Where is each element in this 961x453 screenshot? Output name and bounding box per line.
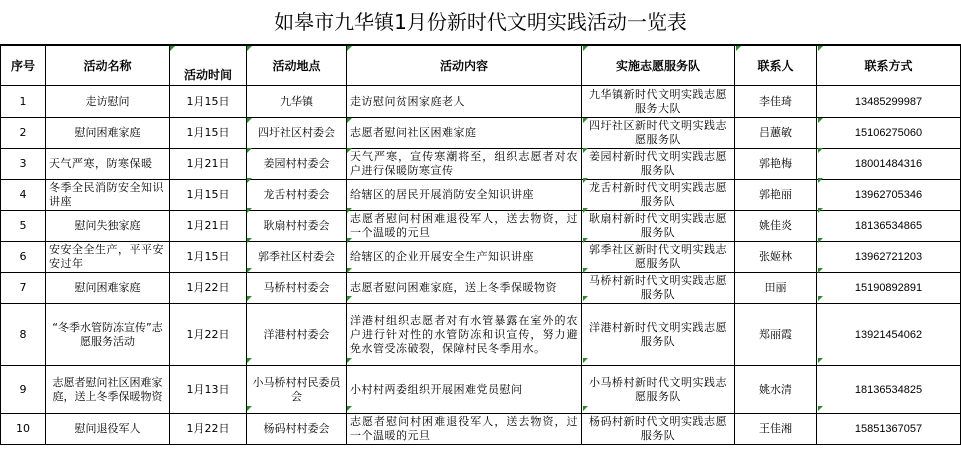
cell-no[interactable]: 6 bbox=[1, 242, 46, 273]
table-row bbox=[1, 118, 961, 149]
cell-content[interactable]: 志愿者慰问村困难退役军人，送去物资，过一个温暖的元旦 bbox=[347, 211, 582, 242]
cell-team[interactable]: 小马桥村新时代文明实践志愿服务队 bbox=[582, 366, 735, 414]
cell-marker-icon bbox=[347, 46, 352, 51]
cell-date[interactable]: 1月22日 bbox=[170, 414, 247, 445]
cell-contact[interactable]: 李佳琦 bbox=[735, 86, 817, 118]
cell-marker-icon bbox=[347, 296, 352, 301]
cell-contact[interactable]: 王佳湘 bbox=[735, 414, 817, 445]
cell-place[interactable]: 耿扇村村委会 bbox=[247, 211, 347, 242]
cell-name[interactable]: 安安全全生产，平平安安过年 bbox=[46, 242, 170, 273]
cell-phone[interactable]: 18136534865 bbox=[817, 211, 961, 242]
table-row bbox=[1, 86, 961, 118]
cell-marker-icon bbox=[818, 358, 823, 363]
cell-phone[interactable]: 13962705346 bbox=[817, 180, 961, 211]
cell-no[interactable]: 10 bbox=[1, 414, 46, 445]
cell-content[interactable]: 天气严寒，宣传寒潮将至，组织志愿者对农户进行保暖防寒宣传 bbox=[347, 149, 582, 180]
cell-marker-icon bbox=[818, 208, 823, 213]
cell-name[interactable]: 慰问困难家庭 bbox=[46, 118, 170, 149]
header-contact[interactable]: 联系人 bbox=[735, 46, 817, 86]
cell-place[interactable]: 九华镇 bbox=[247, 86, 347, 118]
cell-content[interactable]: 给辖区的企业开展安全生产知识讲座 bbox=[347, 242, 582, 273]
cell-marker-icon bbox=[347, 148, 352, 153]
cell-marker-icon bbox=[347, 238, 352, 243]
cell-phone[interactable]: 13962721203 bbox=[817, 242, 961, 273]
cell-marker-icon bbox=[247, 208, 252, 213]
cell-date[interactable]: 1月21日 bbox=[170, 149, 247, 180]
cell-marker-icon bbox=[247, 268, 252, 273]
header-place[interactable]: 活动地点 bbox=[247, 46, 347, 86]
cell-marker-icon bbox=[247, 296, 252, 301]
cell-no[interactable]: 7 bbox=[1, 273, 46, 304]
cell-name[interactable]: 慰问失独家庭 bbox=[46, 211, 170, 242]
cell-marker-icon bbox=[818, 296, 823, 301]
cell-date[interactable]: 1月15日 bbox=[170, 180, 247, 211]
cell-no[interactable]: 4 bbox=[1, 180, 46, 211]
cell-no[interactable]: 5 bbox=[1, 211, 46, 242]
cell-no[interactable]: 1 bbox=[1, 86, 46, 118]
cell-team[interactable]: 四圩社区新时代文明实践志愿服务队 bbox=[582, 118, 735, 149]
cell-content[interactable]: 志愿者慰问困难家庭，送上冬季保暖物资 bbox=[347, 273, 582, 304]
cell-marker-icon bbox=[247, 118, 252, 123]
table-row bbox=[1, 366, 961, 414]
cell-marker-icon bbox=[818, 268, 823, 273]
cell-content[interactable]: 志愿者慰问社区困难家庭 bbox=[347, 118, 582, 149]
cell-marker-icon bbox=[347, 118, 352, 123]
cell-marker-icon bbox=[583, 268, 588, 273]
cell-name[interactable]: 志愿者慰问社区困难家庭，送上冬季保暖物资 bbox=[46, 366, 170, 414]
cell-marker-icon bbox=[583, 208, 588, 213]
header-row bbox=[1, 46, 961, 86]
cell-place[interactable]: 马桥村村委会 bbox=[247, 273, 347, 304]
cell-content[interactable]: 小村村两委组织开展困难党员慰问 bbox=[347, 366, 582, 414]
cell-marker-icon bbox=[583, 118, 588, 123]
cell-team[interactable]: 洋港村新时代文明实践志愿服务队 bbox=[582, 304, 735, 366]
cell-place[interactable]: 洋港村村委会 bbox=[247, 304, 347, 366]
cell-contact[interactable]: 吕蕙敏 bbox=[735, 118, 817, 149]
cell-content[interactable]: 洋港村组织志愿者对有水管暴露在室外的农户进行针对性的水管防冻和识宣传，努力避免水管受冻破裂，保障村民冬季用水。 bbox=[347, 304, 582, 366]
table-row bbox=[1, 414, 961, 445]
cell-contact[interactable]: 姚水清 bbox=[735, 366, 817, 414]
cell-date[interactable]: 1月15日 bbox=[170, 86, 247, 118]
cell-contact[interactable]: 郭艳丽 bbox=[735, 180, 817, 211]
cell-marker-icon bbox=[247, 46, 252, 51]
cell-phone[interactable]: 15851367057 bbox=[817, 414, 961, 445]
header-phone[interactable]: 联系方式 bbox=[817, 46, 961, 86]
cell-marker-icon bbox=[247, 178, 252, 183]
cell-marker-icon bbox=[247, 358, 252, 363]
table-row bbox=[1, 149, 961, 180]
cell-team[interactable]: 九华镇新时代文明实践志愿服务大队 bbox=[582, 86, 735, 118]
cell-place[interactable]: 龙舌村村委会 bbox=[247, 180, 347, 211]
cell-team[interactable]: 杨码村新时代文明实践志愿服务队 bbox=[582, 414, 735, 445]
cell-marker-icon bbox=[818, 178, 823, 183]
table-row bbox=[1, 242, 961, 273]
cell-place[interactable]: 小马桥村村民委员会 bbox=[247, 366, 347, 414]
cell-phone[interactable]: 18001484316 bbox=[817, 149, 961, 180]
cell-name[interactable]: 走访慰问 bbox=[46, 86, 170, 118]
table-row bbox=[1, 211, 961, 242]
cell-team[interactable]: 郭季社区新时代文明实践志愿服务队 bbox=[582, 242, 735, 273]
cell-marker-icon bbox=[347, 406, 352, 411]
cell-team[interactable]: 姜园村新时代文明实践志愿服务队 bbox=[582, 149, 735, 180]
cell-marker-icon bbox=[818, 406, 823, 411]
cell-place[interactable]: 姜园村村委会 bbox=[247, 149, 347, 180]
cell-marker-icon bbox=[247, 406, 252, 411]
page-title: 如皋市九华镇1月份新时代文明实践活动一览表 bbox=[0, 0, 961, 45]
cell-contact[interactable]: 郭艳梅 bbox=[735, 149, 817, 180]
cell-content[interactable]: 走访慰问贫困家庭老人 bbox=[347, 86, 582, 118]
header-no[interactable]: 序号 bbox=[1, 46, 46, 86]
cell-marker-icon bbox=[583, 178, 588, 183]
cell-marker-icon bbox=[347, 358, 352, 363]
header-content[interactable]: 活动内容 bbox=[347, 46, 582, 86]
cell-team[interactable]: 龙舌村新时代文明实践志愿服务队 bbox=[582, 180, 735, 211]
header-date[interactable]: 活动时间 bbox=[170, 46, 247, 86]
cell-marker-icon bbox=[247, 148, 252, 153]
table-row bbox=[1, 180, 961, 211]
cell-marker-icon bbox=[583, 148, 588, 153]
table-row bbox=[1, 273, 961, 304]
cell-date[interactable]: 1月21日 bbox=[170, 211, 247, 242]
cell-name[interactable]: “冬季水管防冻宣传”志愿服务活动 bbox=[46, 304, 170, 366]
cell-marker-icon bbox=[583, 46, 588, 51]
cell-marker-icon bbox=[347, 268, 352, 273]
cell-marker-icon bbox=[736, 46, 741, 51]
cell-date[interactable]: 1月22日 bbox=[170, 273, 247, 304]
cell-marker-icon bbox=[170, 46, 175, 51]
cell-no[interactable]: 8 bbox=[1, 304, 46, 366]
cell-no[interactable]: 3 bbox=[1, 149, 46, 180]
cell-marker-icon bbox=[583, 238, 588, 243]
cell-phone[interactable]: 13485299987 bbox=[817, 86, 961, 118]
cell-marker-icon bbox=[583, 358, 588, 363]
cell-phone[interactable]: 15190892891 bbox=[817, 273, 961, 304]
cell-marker-icon bbox=[347, 208, 352, 213]
cell-contact[interactable]: 郑丽霞 bbox=[735, 304, 817, 366]
cell-marker-icon bbox=[818, 46, 823, 51]
cell-content[interactable]: 志愿者慰问村困难退役军人，送去物资，过一个温暖的元旦 bbox=[347, 414, 582, 445]
cell-marker-icon bbox=[818, 118, 823, 123]
cell-name[interactable]: 慰问退役军人 bbox=[46, 414, 170, 445]
cell-name[interactable]: 冬季全民消防安全知识讲座 bbox=[46, 180, 170, 211]
cell-marker-icon bbox=[818, 238, 823, 243]
table-row bbox=[1, 304, 961, 366]
cell-marker-icon bbox=[583, 296, 588, 301]
activity-table bbox=[0, 45, 961, 445]
cell-marker-icon bbox=[818, 148, 823, 153]
cell-contact[interactable]: 姚佳炎 bbox=[735, 211, 817, 242]
cell-place[interactable]: 郭季社区村委会 bbox=[247, 242, 347, 273]
cell-name[interactable]: 天气严寒，防寒保暖 bbox=[46, 149, 170, 180]
cell-phone[interactable]: 13921454062 bbox=[817, 304, 961, 366]
cell-contact[interactable]: 田丽 bbox=[735, 273, 817, 304]
cell-no[interactable]: 2 bbox=[1, 118, 46, 149]
cell-date[interactable]: 1月15日 bbox=[170, 242, 247, 273]
cell-name[interactable]: 慰问困难家庭 bbox=[46, 273, 170, 304]
cell-place[interactable]: 四圩社区村委会 bbox=[247, 118, 347, 149]
cell-marker-icon bbox=[247, 238, 252, 243]
cell-marker-icon bbox=[583, 406, 588, 411]
header-team[interactable]: 实施志愿服务队 bbox=[582, 46, 735, 86]
cell-contact[interactable]: 张姬林 bbox=[735, 242, 817, 273]
cell-date[interactable]: 1月22日 bbox=[170, 304, 247, 366]
cell-phone[interactable]: 18136534825 bbox=[817, 366, 961, 414]
cell-team[interactable]: 马桥村新时代文明实践志愿服务队 bbox=[582, 273, 735, 304]
cell-date[interactable]: 1月15日 bbox=[170, 118, 247, 149]
cell-team[interactable]: 耿扇村新时代文明实践志愿服务队 bbox=[582, 211, 735, 242]
cell-no[interactable]: 9 bbox=[1, 366, 46, 414]
cell-place[interactable]: 杨码村村委会 bbox=[247, 414, 347, 445]
cell-date[interactable]: 1月13日 bbox=[170, 366, 247, 414]
cell-phone[interactable]: 15106275060 bbox=[817, 118, 961, 149]
cell-content[interactable]: 给辖区的居民开展消防安全知识讲座 bbox=[347, 180, 582, 211]
header-name[interactable]: 活动名称 bbox=[46, 46, 170, 86]
